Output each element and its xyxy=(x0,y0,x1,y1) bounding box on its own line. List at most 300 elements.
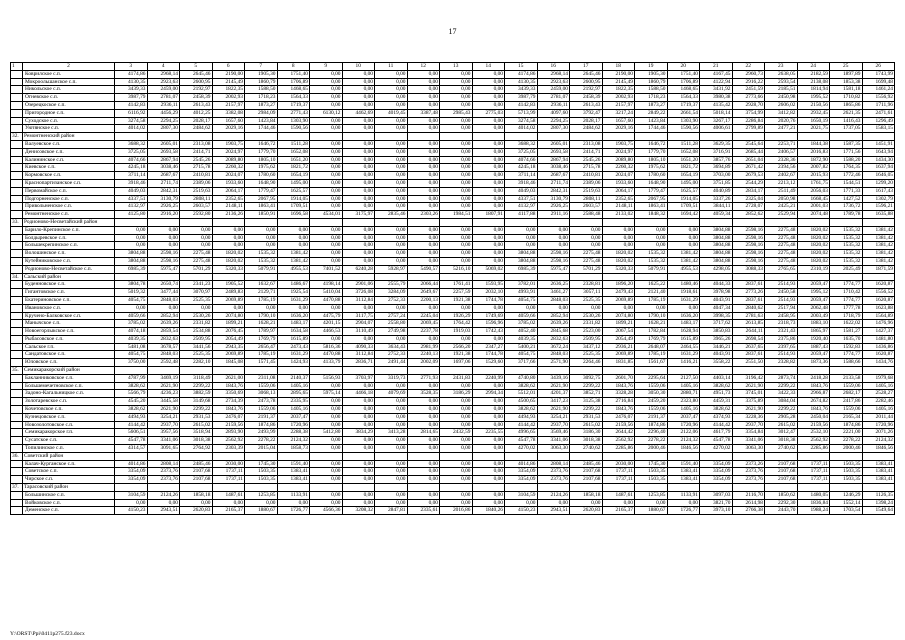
value-cell: 1874,86 xyxy=(635,421,668,429)
empty-cell xyxy=(667,133,700,141)
value-cell: 2159,56 xyxy=(212,421,245,429)
value-cell: 1588,20 xyxy=(830,156,863,164)
empty-cell xyxy=(342,452,375,460)
empty-cell xyxy=(342,484,375,492)
value-cell: 4074,18 xyxy=(115,328,148,336)
value-cell: 2545,26 xyxy=(570,156,603,164)
value-cell: 2674,82 xyxy=(797,398,830,406)
value-cell: 2191,37 xyxy=(635,413,668,421)
value-cell: 1771,33 xyxy=(830,187,863,195)
value-cell: 0,00 xyxy=(602,242,635,250)
value-cell: 3097,03 xyxy=(700,491,733,499)
empty-cell xyxy=(375,452,408,460)
value-cell: 1535,32 xyxy=(830,234,863,242)
value-cell: 0,00 xyxy=(342,250,375,258)
value-cell: 1503,35 xyxy=(635,476,668,484)
value-cell: 0,00 xyxy=(472,156,505,164)
value-cell: 1860,79 xyxy=(635,78,668,86)
value-cell: 1699,48 xyxy=(862,78,895,86)
district-header-row xyxy=(11,273,895,281)
value-cell: 2418,28 xyxy=(797,374,830,382)
settlement-row xyxy=(11,468,895,476)
value-cell: 2459,00 xyxy=(147,86,180,94)
value-cell: 0,00 xyxy=(440,468,473,476)
value-cell: 4059,34 xyxy=(700,211,733,219)
value-cell: 1535,32 xyxy=(830,242,863,250)
value-cell: 1761,41 xyxy=(440,281,473,289)
value-cell: 1921,38 xyxy=(440,296,473,304)
value-cell: 1596,21 xyxy=(862,203,895,211)
settlement-name: Новоегорлыкское с.п. xyxy=(23,328,115,336)
value-cell: 3569,46 xyxy=(537,429,570,437)
value-cell: 0,00 xyxy=(375,250,408,258)
value-cell: 4466,18 xyxy=(342,390,375,398)
value-cell: 3882,59 xyxy=(180,390,213,398)
empty-cell xyxy=(245,273,278,281)
value-cell: 2544,29 xyxy=(732,179,765,187)
value-cell: 3469,19 xyxy=(147,374,180,382)
value-cell: 2867,94 xyxy=(537,156,570,164)
empty-cell xyxy=(245,484,278,492)
value-cell: 2525,35 xyxy=(570,351,603,359)
settlement-name: Большинское с.п. xyxy=(23,491,115,499)
value-cell: 4787,99 xyxy=(115,374,148,382)
value-cell: 2157,97 xyxy=(212,101,245,109)
value-cell: 1709,51 xyxy=(277,203,310,211)
value-cell: 2639,26 xyxy=(537,320,570,328)
value-cell: 0,00 xyxy=(310,468,343,476)
value-cell: 0,00 xyxy=(375,172,408,180)
settlement-name: Рыбасовское с.п. xyxy=(23,335,115,343)
settlement-name: Гигантовское с.п. xyxy=(23,289,115,297)
value-cell: 2606,02 xyxy=(765,101,798,109)
value-cell: 0,00 xyxy=(537,242,570,250)
value-cell: 0,00 xyxy=(407,460,440,468)
settlement-row xyxy=(11,101,895,109)
value-cell: 2221,00 xyxy=(830,429,863,437)
value-cell: 1483,17 xyxy=(667,320,700,328)
value-cell: 2458,95 xyxy=(765,312,798,320)
value-cell: 2601,70 xyxy=(602,374,635,382)
value-cell: 2107,68 xyxy=(180,468,213,476)
value-cell: 0,00 xyxy=(180,304,213,312)
empty-cell xyxy=(180,218,213,226)
value-cell: 1995,12 xyxy=(797,289,830,297)
value-cell: 1921,38 xyxy=(440,351,473,359)
row-number-cell xyxy=(11,382,23,390)
value-cell: 2124,26 xyxy=(147,491,180,499)
value-cell: 1253,85 xyxy=(635,491,668,499)
value-cell: 0,00 xyxy=(147,226,180,234)
value-cell: 1651,20 xyxy=(667,156,700,164)
value-cell: 2059,47 xyxy=(797,351,830,359)
column-number-cell: 26 xyxy=(862,63,895,71)
value-cell: 4547,78 xyxy=(700,437,733,445)
value-cell: 1820,02 xyxy=(797,226,830,234)
value-cell: 0,00 xyxy=(342,140,375,148)
value-cell: 0,00 xyxy=(440,335,473,343)
column-number-cell: 18 xyxy=(602,63,635,71)
value-cell: 1744,78 xyxy=(472,296,505,304)
value-cell: 3431,92 xyxy=(700,86,733,94)
value-cell: 3354,09 xyxy=(700,460,733,468)
value-cell: 2937,70 xyxy=(732,421,765,429)
empty-cell xyxy=(537,484,570,492)
value-cell: 1820,02 xyxy=(212,250,245,258)
value-cell: 2124,26 xyxy=(537,491,570,499)
settlement-row xyxy=(11,429,895,437)
value-cell: 3319,73 xyxy=(375,374,408,382)
empty-cell xyxy=(407,273,440,281)
empty-cell xyxy=(180,273,213,281)
value-cell: 0,00 xyxy=(375,406,408,414)
value-cell: 1480,05 xyxy=(797,491,830,499)
district-title: Родионово-Несветайский район xyxy=(23,218,115,226)
value-cell: 4014,02 xyxy=(115,125,148,133)
value-cell: 2425,21 xyxy=(765,203,798,211)
value-cell: 2605,01 xyxy=(537,140,570,148)
settlement-name: Болдыревское с.п. xyxy=(23,234,115,242)
district-header-row xyxy=(11,484,895,492)
value-cell: 2165,34 xyxy=(830,413,863,421)
value-cell: 0,00 xyxy=(440,491,473,499)
value-cell: 1696,58 xyxy=(277,211,310,219)
value-cell: 1383,41 xyxy=(277,476,310,484)
value-cell: 0,00 xyxy=(537,234,570,242)
value-cell: 2781,07 xyxy=(537,94,570,102)
value-cell: 0,00 xyxy=(472,226,505,234)
value-cell: 3018,38 xyxy=(570,437,603,445)
empty-cell xyxy=(732,218,765,226)
value-cell: 2050,98 xyxy=(765,195,798,203)
row-number-cell xyxy=(11,351,23,359)
value-cell: 2275,48 xyxy=(180,257,213,265)
value-cell: 4074,66 xyxy=(115,156,148,164)
value-cell: 3717,66 xyxy=(505,359,538,367)
value-cell: 0,00 xyxy=(472,250,505,258)
value-cell: 4245,18 xyxy=(505,164,538,172)
value-cell: 2994,34 xyxy=(472,390,505,398)
value-cell: 4142,83 xyxy=(505,101,538,109)
value-cell: 2107,68 xyxy=(180,476,213,484)
district-number: 34. xyxy=(11,273,23,281)
value-cell: 0,00 xyxy=(310,382,343,390)
empty-cell xyxy=(147,452,180,460)
value-cell: 2107,68 xyxy=(570,468,603,476)
row-number-cell xyxy=(11,140,23,148)
value-cell: 4019,45 xyxy=(375,109,408,117)
value-cell: 1744,46 xyxy=(635,125,668,133)
value-cell: 0,00 xyxy=(570,304,603,312)
value-cell: 2145,49 xyxy=(602,78,635,86)
value-cell: 3918,46 xyxy=(115,179,148,187)
value-cell: 4996,65 xyxy=(505,429,538,437)
value-cell: 1559,06 xyxy=(245,406,278,414)
value-cell: 2260,32 xyxy=(602,164,635,172)
value-cell: 0,00 xyxy=(440,242,473,250)
value-cell: 2916,20 xyxy=(147,211,180,219)
value-cell: 2598,16 xyxy=(732,250,765,258)
settlement-name: Ремонтненское с.п. xyxy=(23,211,115,219)
value-cell: 0,00 xyxy=(310,335,343,343)
value-cell: 4547,78 xyxy=(115,437,148,445)
value-cell: 0,00 xyxy=(440,94,473,102)
value-cell: 1299,20 xyxy=(862,179,895,187)
value-cell: 2373,76 xyxy=(147,468,180,476)
value-cell: 2923,63 xyxy=(537,78,570,86)
value-cell: 4014,02 xyxy=(505,125,538,133)
value-cell: 0,00 xyxy=(472,117,505,125)
settlement-name: Войковское с.п. xyxy=(23,499,115,507)
value-cell: 1843,76 xyxy=(602,406,635,414)
value-cell: 0,00 xyxy=(407,437,440,445)
value-cell: 1434,76 xyxy=(862,359,895,367)
value-cell: 0,00 xyxy=(375,242,408,250)
value-cell: 1591,40 xyxy=(277,460,310,468)
value-cell: 2847,81 xyxy=(375,507,408,515)
value-cell: 1880,67 xyxy=(635,507,668,515)
value-cell: 0,00 xyxy=(602,234,635,242)
column-number-cell: 5 xyxy=(180,63,213,71)
value-cell: 0,00 xyxy=(570,499,603,507)
settlement-row xyxy=(11,289,895,297)
value-cell: 1883,10 xyxy=(797,320,830,328)
value-cell: 0,00 xyxy=(375,94,408,102)
value-cell: 2837,61 xyxy=(732,296,765,304)
value-cell: 1899,21 xyxy=(602,320,635,328)
settlement-name: Привольненское с.п. xyxy=(23,203,115,211)
value-cell: 3092,75 xyxy=(570,374,603,382)
value-cell: 2136,26 xyxy=(212,211,245,219)
value-cell: 2485,46 xyxy=(180,460,213,468)
value-cell: 0,00 xyxy=(472,70,505,78)
value-cell: 2003,49 xyxy=(797,312,830,320)
value-cell: 2621,90 xyxy=(537,406,570,414)
value-cell: 0,00 xyxy=(472,257,505,265)
value-cell: 1785,19 xyxy=(635,296,668,304)
empty-cell xyxy=(310,367,343,375)
empty-cell xyxy=(245,452,278,460)
value-cell: 0,00 xyxy=(375,140,408,148)
value-cell: 0,00 xyxy=(342,382,375,390)
value-cell: 1744,46 xyxy=(245,125,278,133)
district-number: 33. xyxy=(11,218,23,226)
value-cell: 2299,22 xyxy=(180,406,213,414)
value-cell: 2064,17 xyxy=(602,187,635,195)
empty-cell xyxy=(667,452,700,460)
value-cell: 1650,19 xyxy=(797,117,830,125)
value-cell: 3063,30 xyxy=(537,445,570,453)
value-cell: 3057,11 xyxy=(570,289,603,297)
value-cell: 2278,22 xyxy=(635,437,668,445)
value-cell: 0,00 xyxy=(310,242,343,250)
value-cell: 1789,97 xyxy=(245,328,278,336)
value-cell: 2275,48 xyxy=(765,242,798,250)
empty-cell xyxy=(765,452,798,460)
value-cell: 3341,06 xyxy=(732,437,765,445)
value-cell: 2278,22 xyxy=(245,437,278,445)
value-cell: 2185,51 xyxy=(765,86,798,94)
value-cell: 0,00 xyxy=(310,187,343,195)
value-cell: 2514,93 xyxy=(765,351,798,359)
value-cell: 4047,34 xyxy=(700,304,733,312)
value-cell: 1720,96 xyxy=(277,421,310,429)
empty-cell xyxy=(830,484,863,492)
settlement-name: Первомайское с.п. xyxy=(23,187,115,195)
value-cell: 2530,26 xyxy=(180,312,213,320)
value-cell: 5701,29 xyxy=(570,265,603,273)
value-cell: 1785,19 xyxy=(245,351,278,359)
value-cell: 1296,49 xyxy=(862,117,895,125)
value-cell: 2282,10 xyxy=(180,359,213,367)
value-cell: 2562,92 xyxy=(212,437,245,445)
value-cell: 0,00 xyxy=(245,242,278,250)
value-cell: 0,00 xyxy=(310,445,343,453)
value-cell: 0,00 xyxy=(310,460,343,468)
value-cell: 2030,00 xyxy=(602,460,635,468)
value-cell: 1657,60 xyxy=(212,117,245,125)
value-cell: 3688,32 xyxy=(115,140,148,148)
value-cell: 3446,21 xyxy=(700,343,733,351)
value-cell: 0,00 xyxy=(407,445,440,453)
value-cell: 1405,16 xyxy=(862,406,895,414)
empty-cell xyxy=(472,367,505,375)
empty-cell xyxy=(115,367,148,375)
value-cell: 5079,91 xyxy=(245,265,278,273)
value-cell: 2593,54 xyxy=(765,78,798,86)
settlement-name: Барило-Крепинское с.п. xyxy=(23,226,115,234)
value-cell: 1905,30 xyxy=(245,70,278,78)
value-cell: 1711,96 xyxy=(862,101,895,109)
empty-cell xyxy=(765,484,798,492)
value-cell: 1774,77 xyxy=(830,296,863,304)
value-cell: 2159,56 xyxy=(797,421,830,429)
value-cell: 2015,04 xyxy=(245,445,278,453)
empty-cell xyxy=(407,367,440,375)
settlement-row xyxy=(11,499,895,507)
value-cell: 0,00 xyxy=(472,242,505,250)
value-cell: 0,00 xyxy=(375,164,408,172)
value-cell: 1631,29 xyxy=(667,296,700,304)
empty-cell xyxy=(115,484,148,492)
value-cell: 1133,91 xyxy=(667,491,700,499)
value-cell: 0,00 xyxy=(342,195,375,203)
value-cell: 3018,38 xyxy=(765,437,798,445)
value-cell: 2299,22 xyxy=(570,382,603,390)
row-number-cell xyxy=(11,460,23,468)
value-cell: 1853,38 xyxy=(830,78,863,86)
value-cell: 1383,41 xyxy=(667,468,700,476)
value-cell: 4470,88 xyxy=(310,351,343,359)
value-cell: 2943,51 xyxy=(147,507,180,515)
settlement-name: Манычское с.п. xyxy=(23,320,115,328)
value-cell: 1831,85 xyxy=(602,359,635,367)
value-cell: 0,00 xyxy=(212,304,245,312)
value-cell: 1381,42 xyxy=(862,242,895,250)
value-cell: 2485,46 xyxy=(570,460,603,468)
value-cell: 0,00 xyxy=(407,406,440,414)
row-number-cell xyxy=(11,343,23,351)
value-cell: 2639,26 xyxy=(147,320,180,328)
row-number-cell xyxy=(11,507,23,515)
value-cell: 0,00 xyxy=(310,78,343,86)
value-cell: 2613,85 xyxy=(732,320,765,328)
value-cell: 5069,02 xyxy=(472,265,505,273)
value-cell: 1988,24 xyxy=(797,507,830,515)
value-cell: 2275,48 xyxy=(570,257,603,265)
value-cell: 3186,30 xyxy=(570,429,603,437)
value-cell: 2011,44 xyxy=(862,413,895,421)
settlement-row xyxy=(11,109,895,117)
value-cell: 2545,26 xyxy=(180,156,213,164)
value-cell: 0,00 xyxy=(440,499,473,507)
value-cell: 1620,87 xyxy=(862,351,895,359)
row-number-cell xyxy=(11,109,23,117)
empty-cell xyxy=(635,133,668,141)
value-cell: 0,00 xyxy=(472,304,505,312)
empty-cell xyxy=(375,133,408,141)
value-cell: 2067,95 xyxy=(245,195,278,203)
value-cell: 2459,00 xyxy=(537,86,570,94)
value-cell: 1593,95 xyxy=(472,281,505,289)
value-cell: 4144,42 xyxy=(700,421,733,429)
value-cell: 1615,89 xyxy=(277,335,310,343)
value-cell: 3804,88 xyxy=(700,226,733,234)
value-cell: 3354,09 xyxy=(700,476,733,484)
value-cell: 0,00 xyxy=(440,195,473,203)
value-cell: 2129,71 xyxy=(245,289,278,297)
value-cell: 1899,21 xyxy=(212,320,245,328)
row-number-cell xyxy=(11,429,23,437)
value-cell: 2450,58 xyxy=(765,289,798,297)
settlement-row xyxy=(11,70,895,78)
value-cell: 1836,84 xyxy=(797,499,830,507)
file-path-footer: Y:\ORST\Ppi\0411p275.f23.docx xyxy=(10,631,85,637)
settlement-name: Большемечетновское с.п. xyxy=(23,382,115,390)
value-cell: 4052,40 xyxy=(505,328,538,336)
value-cell: 1652,08 xyxy=(667,148,700,156)
value-cell: 5079,91 xyxy=(635,265,668,273)
value-cell: 0,00 xyxy=(115,499,148,507)
value-cell: 2598,16 xyxy=(147,257,180,265)
value-cell: 1779,70 xyxy=(635,148,668,156)
value-cell: 0,00 xyxy=(342,179,375,187)
value-cell: 0,00 xyxy=(375,335,408,343)
value-cell: 0,00 xyxy=(375,304,408,312)
value-cell: 1749,69 xyxy=(472,312,505,320)
value-cell: 0,00 xyxy=(407,413,440,421)
value-cell: 5713,99 xyxy=(505,109,538,117)
value-cell: 2656,47 xyxy=(245,343,278,351)
value-cell: 3828,62 xyxy=(505,382,538,390)
tariff-table-container xyxy=(10,62,894,515)
empty-cell xyxy=(310,218,343,226)
value-cell: 0,00 xyxy=(115,226,148,234)
settlement-row xyxy=(11,187,895,195)
value-cell: 1737,11 xyxy=(602,468,635,476)
value-cell: 0,00 xyxy=(407,304,440,312)
value-cell: 0,00 xyxy=(472,460,505,468)
value-cell: 0,00 xyxy=(407,156,440,164)
value-cell: 3422,33 xyxy=(765,390,798,398)
value-cell: 0,00 xyxy=(505,234,538,242)
value-cell: 3528,35 xyxy=(407,390,440,398)
empty-cell xyxy=(667,484,700,492)
value-cell: 1785,19 xyxy=(635,351,668,359)
value-cell: 2138,08 xyxy=(797,78,830,86)
value-cell: 0,00 xyxy=(375,148,408,156)
value-cell: 5216,10 xyxy=(440,265,473,273)
